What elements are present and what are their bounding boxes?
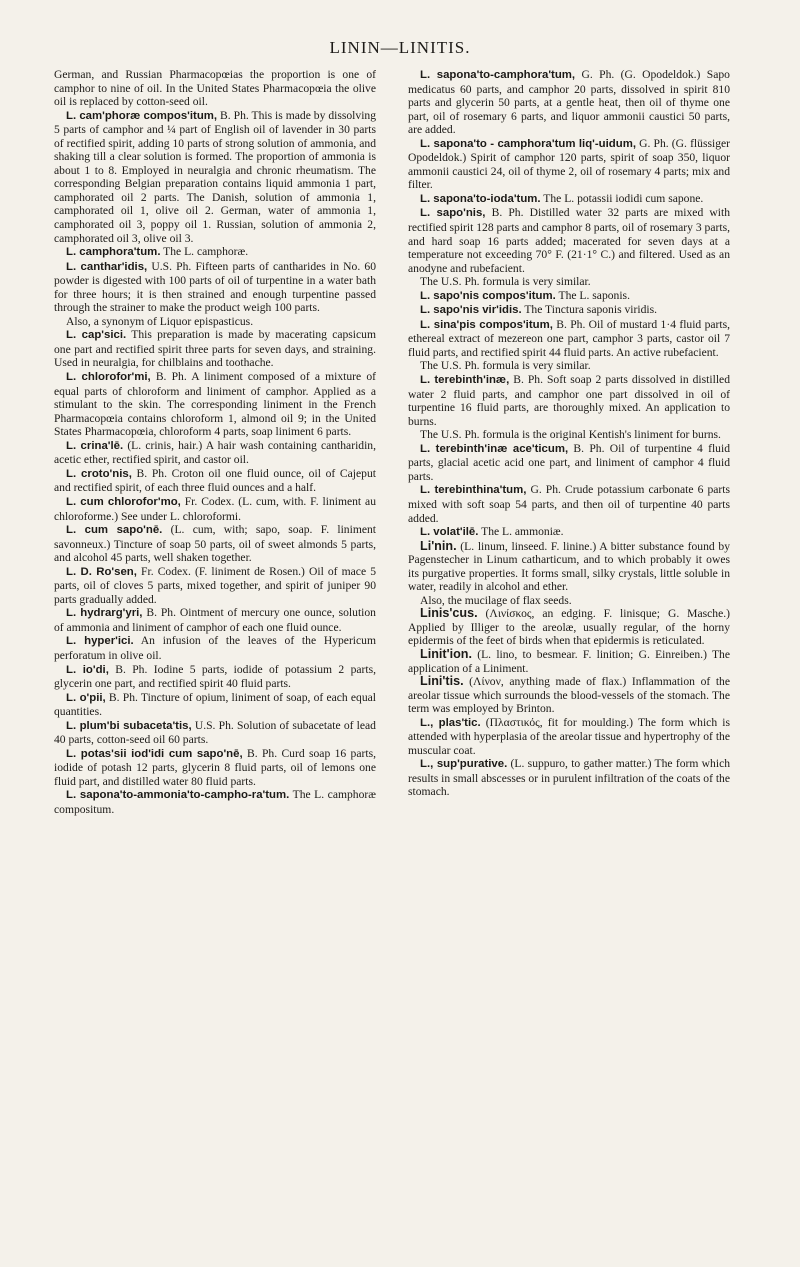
entry-headword: L., plas'tic.	[420, 716, 481, 729]
entry-headword: L. terebinthina'tum,	[420, 484, 527, 497]
entry-headword: L. hyper'ici.	[66, 635, 134, 648]
entry-text: G. Ph. (G. Opodeldok.) Sapo medicatus 60 parts, and camphor 20 parts, dissolved in spirit 810 parts and glycerin 50 parts, at a gentle heat, then oil of thyme one part, oil of rosemary 6 parts, and liquor ammonii caustici 50 parts, are added.	[408, 68, 730, 137]
entry-headword: L. potas'sii iod'idi cum sapo'nē,	[66, 747, 243, 760]
entry-text: B. Ph. Distilled water 32 parts are mixed with rectified spirit 128 parts and camphor 8 parts, oil of rosemary 3 parts, and hard soap 16 parts added; macerated for seven days at a temperature not exceeding 70° F. (21·1° C.) and filtered. Used as an anodyne and rubefacient.	[408, 206, 730, 275]
entry-headword: L. sapona'to - camphora'tum liq'-uidum,	[420, 137, 636, 150]
dictionary-entry	[54, 747, 376, 789]
entry-headword: L. plum'bi subaceta'tis,	[66, 719, 192, 732]
entry-headword: L. cum sapo'nē.	[66, 524, 163, 537]
dictionary-entry	[54, 260, 376, 315]
entry-headword: L. canthar'idis,	[66, 260, 148, 273]
entry-headword: L. cam'phoræ compos'itum,	[66, 109, 218, 122]
entry-headword: L. D. Ro'sen,	[66, 565, 137, 578]
entry-headword: Li'nin.	[420, 538, 457, 553]
entry-headword: L. terebinth'inæ,	[420, 374, 510, 387]
dictionary-entry	[408, 757, 730, 799]
entry-text: (L. crinis, hair.) A hair wash containing cantharidin, acetic ether, rectified spirit, and castor oil.	[54, 438, 376, 467]
entry-text: B. Ph. Tincture of opium, liniment of soap, of each equal quantities.	[54, 690, 377, 719]
dictionary-entry	[408, 648, 730, 675]
entry-text: B. Ph. A liniment composed of a mixture of equal parts of chloroform and liniment of camphor. Applied as a stimulant to the skin. The corresponding liniment in the French Pharmacopœia contains chloroform 1, almond oil 9; in the United States Pharmacopœia, chloroform 4 parts, soap liniment 6 parts.	[54, 370, 376, 439]
entry-headword: Linit'ion.	[420, 646, 472, 661]
dictionary-entry	[54, 788, 376, 816]
dictionary-entry	[54, 315, 376, 329]
entry-headword: Lini'tis.	[420, 674, 464, 689]
entry-text: B. Ph. Oil of mustard 1·4 fluid parts, ethereal extract of mezereon one part, camphor 3 parts, castor oil 7 fluid parts, and rectified spirit 44 fluid parts. An active rubefacient.	[408, 317, 731, 359]
entry-text: B. Ph. Ointment of mercury one ounce, solution of ammonia and liniment of camphor of each one fluid ounce.	[54, 606, 376, 634]
dictionary-entry	[54, 663, 376, 691]
dictionary-entry	[54, 634, 376, 662]
entry-headword: L. cap'sici.	[66, 329, 127, 342]
entry-text: The L. saponis.	[555, 288, 630, 302]
dictionary-entry	[408, 137, 730, 192]
entry-headword: L. camphora'tum.	[66, 246, 161, 259]
entry-text: This preparation is made by macerating capsicum one part and rectified spirit three parts for seven days, and straining. Used in neuralgia, for chilblains and toothache.	[54, 328, 376, 370]
dictionary-entry	[54, 370, 376, 439]
dictionary-entry	[408, 540, 730, 594]
dictionary-entry	[408, 359, 730, 373]
entry-text: B. Ph. Croton oil one fluid ounce, oil of Cajeput and rectified spirit, of each three fluid ounces and a half.	[54, 466, 376, 495]
dictionary-entry	[408, 289, 730, 304]
entry-text: B. Ph. Oil of turpentine 4 fluid parts, glacial acetic acid one part, and liniment of camphor 4 fluid parts.	[408, 441, 731, 483]
entry-headword: L. sina'pis compos'itum,	[420, 318, 553, 331]
entry-text: The Tinctura saponis viridis.	[521, 303, 658, 317]
entry-text: U.S. Ph. Fifteen parts of cantharides in No. 60 powder is digested with 100 parts of oil of turpentine in a water bath for three hours; it is then strained and enough turpentine passed through the strainer to make the product weigh 100 parts.	[54, 259, 376, 315]
dictionary-entry	[408, 525, 730, 540]
entry-headword: L. sapona'to-camphora'tum,	[420, 69, 576, 81]
dictionary-entry	[54, 523, 376, 565]
entry-text: An infusion of the leaves of the Hypericum perforatum in olive oil.	[54, 634, 376, 662]
dictionary-entry	[408, 442, 730, 484]
dictionary-entry	[54, 495, 376, 523]
dictionary-entry	[408, 716, 730, 758]
entry-headword: L. sapona'to-ioda'tum.	[420, 192, 541, 205]
entry-text: (L. suppuro, to gather matter.) The form which results in small abscesses or in purulent infiltration of the coats of the stomach.	[408, 757, 731, 799]
entry-headword: L. sapona'to-ammonia'to-campho-ra'tum.	[66, 789, 290, 802]
entry-headword: L. chlorofor'mi,	[66, 371, 151, 384]
dictionary-entry	[54, 109, 376, 245]
entry-headword: L. terebinth'inæ ace'ticum,	[420, 442, 569, 455]
dictionary-entry	[408, 428, 730, 442]
entry-text: The L. potassii iodidi cum sapone.	[540, 191, 704, 205]
entry-text: Also, the mucilage of flax seeds.	[420, 593, 572, 607]
right-column	[408, 68, 730, 799]
dictionary-entry	[54, 68, 376, 109]
dictionary-entry	[408, 206, 730, 275]
left-column	[54, 68, 376, 817]
entry-text: Also, a synonym of Liquor epispasticus.	[66, 314, 254, 328]
dictionary-entry	[408, 318, 730, 360]
dictionary-entry	[54, 439, 376, 467]
dictionary-entry	[54, 691, 376, 719]
entry-text: (L. cum, with; sapo, soap. F. liniment savonneux.) Tincture of soap 50 parts, oil of sweet almonds 5 parts, and alcohol 45 parts, well shaken together.	[54, 523, 377, 565]
entry-headword: L. o'pii,	[66, 691, 106, 704]
dictionary-entry	[408, 483, 730, 525]
entry-text: (Λινίσκος, an edging. F. linisque; G. Masche.) Applied by Illiger to the areolæ, usually regular, of the horny epidermis of the feet of birds when that epidermis is reticulated.	[408, 607, 730, 648]
dictionary-entry	[408, 68, 730, 137]
entry-headword: L. hydrarg'yri,	[66, 607, 143, 620]
entry-headword: L. sapo'nis vir'idis.	[420, 304, 522, 317]
dictionary-entry	[54, 245, 376, 260]
running-header: LININ—LINITIS.	[329, 38, 471, 57]
entry-headword: L. sapo'nis compos'itum.	[420, 289, 556, 302]
entry-text: (L. linum, linseed. F. linine.) A bitter substance found by Pagenstecher in Linum catharticum, and to which probably it owes its purgative properties. It forms small, silky crystals, little soluble in water, readily in alcohol and ether.	[408, 539, 730, 594]
entry-text: Fr. Codex. (L. cum, with. F. liniment au chloroforme.) See under L. chloroformi.	[54, 494, 376, 523]
entry-text: U.S. Ph. Solution of subacetate of lead 40 parts, cotton-seed oil 60 parts.	[54, 718, 376, 747]
entry-text: The L. camphoræ.	[160, 245, 249, 259]
entry-headword: L. sapo'nis,	[420, 207, 486, 220]
entry-text: The U.S. Ph. formula is the original Kentish's liniment for burns.	[420, 428, 721, 442]
entry-text: The U.S. Ph. formula is very similar.	[420, 359, 591, 373]
entry-text: B. Ph. This is made by dissolving 5 parts of camphor and ¼ part of English oil of lavender in 30 parts of rectified spirit, adding 10 parts of strong solution of ammonia, and shaking till a clear solution is formed. The proportion of ammonia is about 1 to 8. Employed in neuralgia and chronic rheumatism. The corresponding Belgian preparation contains liquid ammonia 1 part, camphorated oil 2 parts. The Danish, solution of ammonia 1, camphorated oil 1, olive oil 2. German, water of ammonia 1, camphorated oil 3, poppy oil 1. Russian, solution of ammonia 2, camphorated oil 3, olive oil 3.	[54, 108, 377, 245]
entry-text: (Πλαστικός, fit for moulding.) The form which is attended with hyperplasia of the areolar tissue and hypertrophy of the muscular coat.	[408, 715, 730, 757]
dictionary-entry	[54, 719, 376, 747]
entry-headword: L., sup'purative.	[420, 758, 508, 771]
entry-text: G. Ph. Crude potassium carbonate 6 parts mixed with soft soap 54 parts, and then oil of turpentine 40 parts added.	[408, 483, 730, 525]
dictionary-entry	[408, 192, 730, 207]
entry-text: B. Ph. Soft soap 2 parts dissolved in distilled water 2 fluid parts, and camphor one part dissolved in oil of turpentine 16 fluid parts, are thoroughly mixed. An application to burns.	[408, 373, 730, 428]
dictionary-entry	[408, 303, 730, 318]
entry-headword: L. crina'lē.	[66, 439, 124, 452]
entry-headword: L. croto'nis,	[66, 467, 132, 480]
entry-headword: L. io'di,	[66, 663, 109, 676]
dictionary-entry	[54, 328, 376, 370]
entry-text: Fr. Codex. (F. liniment de Rosen.) Oil of mace 5 parts, oil of cloves 5 parts, mixed together, and spirit of juniper 90 parts gradually added.	[54, 564, 376, 606]
dictionary-entry	[54, 606, 376, 634]
entry-text: B. Ph. Curd soap 16 parts, iodide of potash 12 parts, glycerin 8 fluid parts, oil of lemons one fluid part, and distilled water 80 fluid parts.	[54, 746, 376, 788]
entry-text: The L. camphoræ compositum.	[54, 788, 376, 816]
entry-text: The L. ammoniæ.	[478, 525, 564, 539]
dictionary-entry	[408, 607, 730, 648]
entry-text: G. Ph. (G. flüssiger Opodeldok.) Spirit of camphor 120 parts, spirit of soap 350, liquor ammonii caustici 24, oil of thyme 2, oil of rosemary 4 parts; mix and filter.	[408, 136, 730, 192]
entry-headword: Linis'cus.	[420, 606, 478, 621]
dictionary-entry	[408, 675, 730, 716]
dictionary-entry	[408, 594, 730, 608]
dictionary-entry	[408, 275, 730, 289]
entry-text: (L. lino, to besmear. F. linition; G. Einreiben.) The application of a Liniment.	[408, 647, 730, 675]
entry-headword: L. volat'ilē.	[420, 526, 479, 539]
dictionary-entry	[54, 467, 376, 495]
entry-headword: L. cum chlorofor'mo,	[66, 495, 181, 508]
dictionary-entry	[54, 565, 376, 607]
entry-text: German, and Russian Pharmacopœias the proportion is one of camphor to nine of oil. In the United States Pharmacopœia the olive oil is replaced by cotton-seed oil.	[54, 68, 376, 109]
dictionary-entry	[408, 373, 730, 428]
entry-text: The U.S. Ph. formula is very similar.	[420, 275, 591, 289]
entry-text: B. Ph. Iodine 5 parts, iodide of potassium 2 parts, glycerin one part, and rectified spirit 40 fluid parts.	[54, 662, 377, 691]
entry-text: (Λίνον, anything made of flax.) Inflammation of the areolar tissue which surrounds the blood-vessels of the stomach. The term was employed by Brinton.	[408, 675, 730, 716]
